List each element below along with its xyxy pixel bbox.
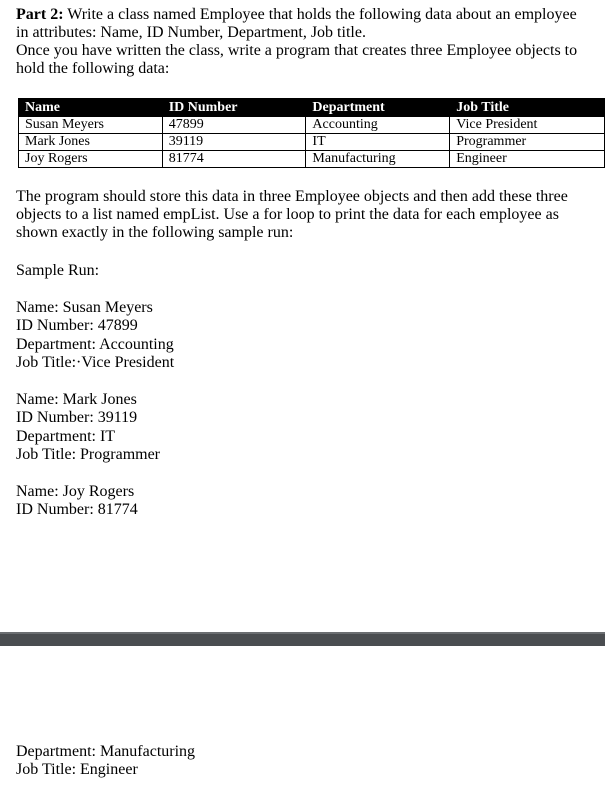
sample-run-label: Sample Run: [16, 262, 100, 279]
sample-output-line: Department: Accounting [16, 336, 174, 353]
table-cell: 47899 [162, 117, 306, 134]
table-cell: Susan Meyers [19, 117, 163, 134]
page-break-gap [0, 632, 605, 646]
part-label: Part 2: [16, 6, 64, 23]
employee-table [18, 98, 605, 168]
column-header-name: Name [19, 99, 163, 117]
sample-output-line: Name: Mark Jones [16, 391, 137, 408]
sample-output-line: Name: Susan Meyers [16, 299, 153, 316]
sample-output-line: Department: Manufacturing [16, 743, 196, 760]
table-row [19, 117, 605, 134]
table-header-row [19, 99, 605, 117]
sample-output-line: ID Number: 39119 [16, 409, 138, 426]
intro-text: Write a class named Employee that holds the following data about an employee in attributes: Name, ID Number, Department, Job title. [16, 6, 577, 41]
intro-text-2: Once you have written the class, write a program that creates three Employee objects to hold the following data: [16, 42, 578, 77]
table-cell: IT [306, 134, 450, 151]
table-cell: Engineer [450, 151, 605, 168]
column-header-job-title: Job Title [450, 99, 605, 117]
table-row [19, 151, 605, 168]
description-paragraph: The program should store this data in three Employee objects and then add these three objects to a list named empList. Use a for loop to print the data for each employee as shown exactly in the following sample run: [16, 188, 568, 241]
sample-output-line: Job Title:·Vice President [16, 354, 175, 371]
document-page-2 [0, 646, 605, 788]
column-header-id-number: ID Number [162, 99, 306, 117]
sample-output-line: ID Number: 81774 [16, 501, 138, 518]
table-cell: 81774 [162, 151, 306, 168]
table-cell: Manufacturing [306, 151, 450, 168]
table-cell: 39119 [162, 134, 306, 151]
sample-output-line: Department: IT [16, 428, 116, 445]
table-cell: Mark Jones [19, 134, 163, 151]
table-row [19, 134, 605, 151]
table-cell: Programmer [450, 134, 605, 151]
table-cell: Accounting [306, 117, 450, 134]
sample-output-line: Job Title: Engineer [16, 761, 138, 778]
intro-paragraph [16, 6, 591, 78]
table-cell: Joy Rogers [19, 151, 163, 168]
column-header-department: Department [306, 99, 450, 117]
sample-output-line: Name: Joy Rogers [16, 483, 135, 500]
sample-output-line: ID Number: 47899 [16, 317, 138, 334]
sample-output-line: Job Title: Programmer [16, 446, 161, 463]
table-cell: Vice President [450, 117, 605, 134]
